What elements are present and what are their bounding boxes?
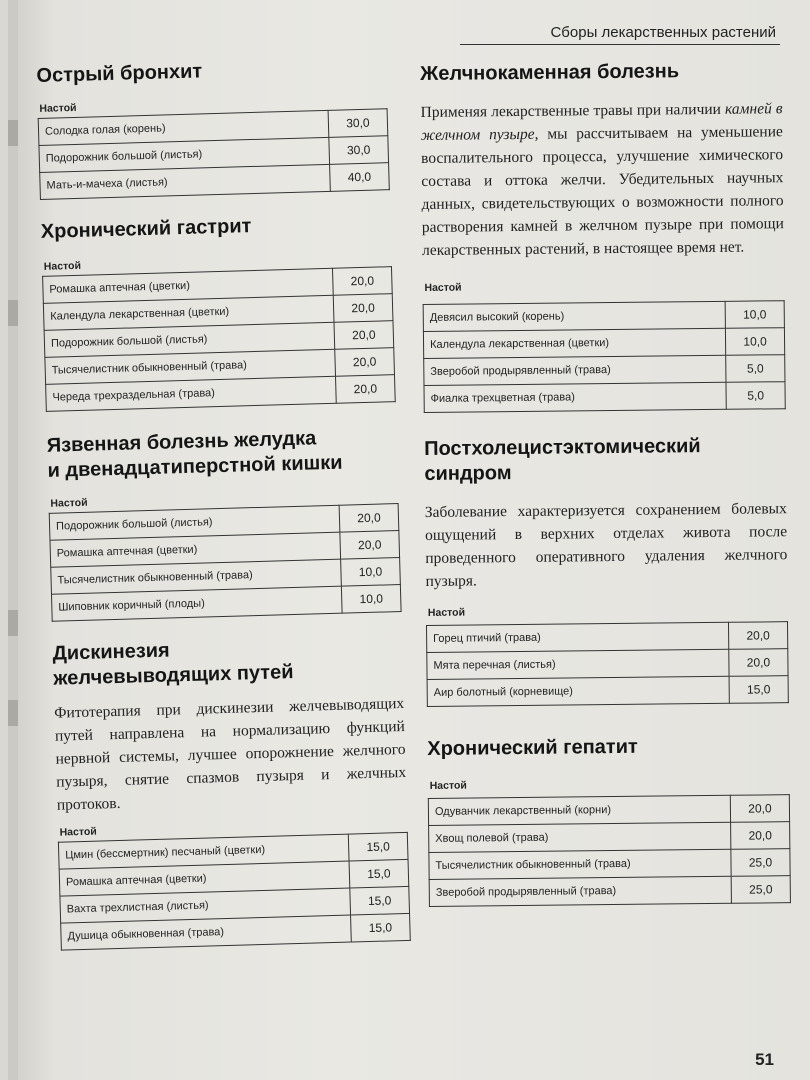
left-column [36,48,411,950]
herb-name: Календула лекарственная (цветки) [423,328,725,358]
herb-amount: 15,0 [350,886,410,915]
herb-name: Горец птичий (трава) [427,622,729,652]
herb-name: Душица обыкновенная (трава) [61,915,352,950]
herb-name: Ромашка аптечная (цветки) [59,861,350,896]
herb-amount: 20,0 [728,622,787,650]
infusion-table-gallstone [423,300,786,413]
infusion-table-gastritis [42,266,396,412]
text-part: Применяя лекарственные травы при наличии [420,100,726,121]
title-line: Постхолецистэктомический [424,435,701,460]
section-text: Заболевание характеризуется сохранением болевых ощущений в верхних отделах живота после проведенного оперативного удаления желчного пузыря. [424,500,788,590]
title-line: синдром [424,462,512,485]
table-label: Настой [424,281,462,294]
herb-name: Подорожник большой (листья) [39,137,330,172]
table-row [429,876,790,907]
text-part: , мы рассчитываем на уменьшение воспалительного процесса, улучшение химического состава и оттока желчи. Убедительных научных данных, свидетельствующих о возможности полного растворения камней в желчном пузыре при помощи лекарственных растений, в настоящее время нет. [421,123,784,259]
herb-name: Мята перечная (листья) [427,649,729,679]
herb-name: Зверобой продырявленный (трава) [424,355,726,385]
infusion-table-ulcer [49,503,402,622]
gutter-mark [8,120,18,146]
infusion-table-bronchitis [38,108,390,200]
herb-name: Мать-и-мачеха (листья) [40,164,331,199]
section-title-postcholecystectomy [424,433,787,487]
herb-amount: 15,0 [729,676,788,704]
gutter-mark [8,610,18,636]
table-row [427,649,788,680]
gutter-mark [8,700,18,726]
section-title-gallstone-disease: Желчнокаменная болезнь [420,60,680,85]
title-line: желчевыводящих путей [53,661,294,690]
herb-amount: 10,0 [341,585,401,614]
infusion-table-dyskinesia [58,832,411,951]
page-number: 51 [755,1050,774,1069]
herb-name: Ромашка аптечная (цветки) [43,268,334,303]
section-title-acute-bronchitis: Острый бронхит [36,60,203,87]
infusion-table-postcholecystectomy [426,621,789,707]
herb-amount: 20,0 [336,375,396,404]
herb-name: Зверобой продырявленный (трава) [429,876,731,906]
herb-name: Девясил высокий (корень) [423,301,725,331]
section-title-peptic-ulcer [46,424,397,484]
herb-name: Шиповник коричный (плоды) [51,586,342,621]
herb-amount: 15,0 [351,913,411,942]
herb-amount: 25,0 [731,876,790,904]
table-label: Настой [39,101,77,115]
herb-amount: 10,0 [725,328,784,356]
herb-name: Ромашка аптечная (цветки) [50,532,341,567]
herb-amount: 40,0 [330,163,390,192]
table-row [427,676,788,707]
book-page [8,0,810,1080]
header-rule [460,44,780,45]
herb-amount: 25,0 [731,849,790,877]
herb-name: Тысячелистник обыкновенный (трава) [45,349,336,384]
section-text: Фитотерапия при дискинезии желчевыводящих путей направлена на нормализацию функций нервной системы, лучшее опорожнение желчного пузыря, снятие спазмов пузыря и желчных протоков. [54,694,407,814]
herb-name: Солодка голая (корень) [38,110,329,145]
table-row [423,301,784,332]
gutter-mark [8,300,18,326]
herb-amount: 30,0 [328,109,388,138]
herb-name: Тысячелистник обыкновенный (трава) [429,849,731,879]
herb-amount: 20,0 [332,267,392,296]
herb-name: Подорожник большой (листья) [44,322,335,357]
herb-amount: 20,0 [335,348,395,377]
herb-name: Календула лекарственная (цветки) [43,295,334,330]
title-line: Язвенная болезнь желудка [46,427,317,457]
table-row [423,328,784,359]
table-row [429,822,790,853]
text-emphasis: камней в желчном пузыре [420,100,783,144]
herb-amount: 10,0 [725,301,784,329]
herb-name: Фиалка трехцветная (трава) [424,382,726,412]
table-label: Настой [43,259,82,273]
herb-amount: 20,0 [333,294,393,323]
table-row [427,622,788,653]
herb-amount: 20,0 [339,504,399,533]
right-column [420,48,791,907]
table-row [428,795,789,826]
herb-name: Одуванчик лекарственный (корни) [428,795,730,825]
herb-amount: 5,0 [726,355,785,383]
herb-amount: 20,0 [340,531,400,560]
section-title-dyskinesia [52,632,403,692]
running-head: Сборы лекарственных растений [550,24,776,41]
herb-amount: 5,0 [726,382,785,410]
herb-amount: 20,0 [729,649,788,677]
herb-amount: 10,0 [341,558,401,587]
table-label: Настой [429,779,467,792]
herb-name: Подорожник большой (листья) [49,505,340,540]
table-label: Настой [59,825,97,839]
infusion-table-hepatitis [428,794,791,907]
herb-amount: 20,0 [334,321,394,350]
table-row [424,355,785,386]
section-title-chronic-hepatitis: Хронический гепатит [427,735,638,760]
herb-amount: 30,0 [329,136,389,165]
table-label: Настой [50,496,88,510]
herb-name: Череда трехраздельная (трава) [46,376,337,411]
section-text [421,97,785,262]
herb-name: Тысячелистник обыкновенный (трава) [51,559,342,594]
herb-amount: 15,0 [349,859,409,888]
table-row [429,849,790,880]
herb-name: Аир болотный (корневище) [427,676,729,706]
herb-amount: 20,0 [731,822,790,850]
table-row [424,382,785,413]
section-title-chronic-gastritis: Хронический гастрит [40,215,252,243]
herb-name: Цмин (бессмертник) песчаный (цветки) [58,834,349,869]
herb-amount: 15,0 [348,832,408,861]
herb-amount: 20,0 [730,795,789,823]
herb-name: Хвощ полевой (трава) [429,822,731,852]
table-label: Настой [427,606,466,619]
title-line: и двенадцатиперстной кишки [47,451,343,482]
title-line: Дискинезия [52,639,170,665]
herb-name: Вахта трехлистная (листья) [60,888,351,923]
page-gutter [8,0,18,1080]
